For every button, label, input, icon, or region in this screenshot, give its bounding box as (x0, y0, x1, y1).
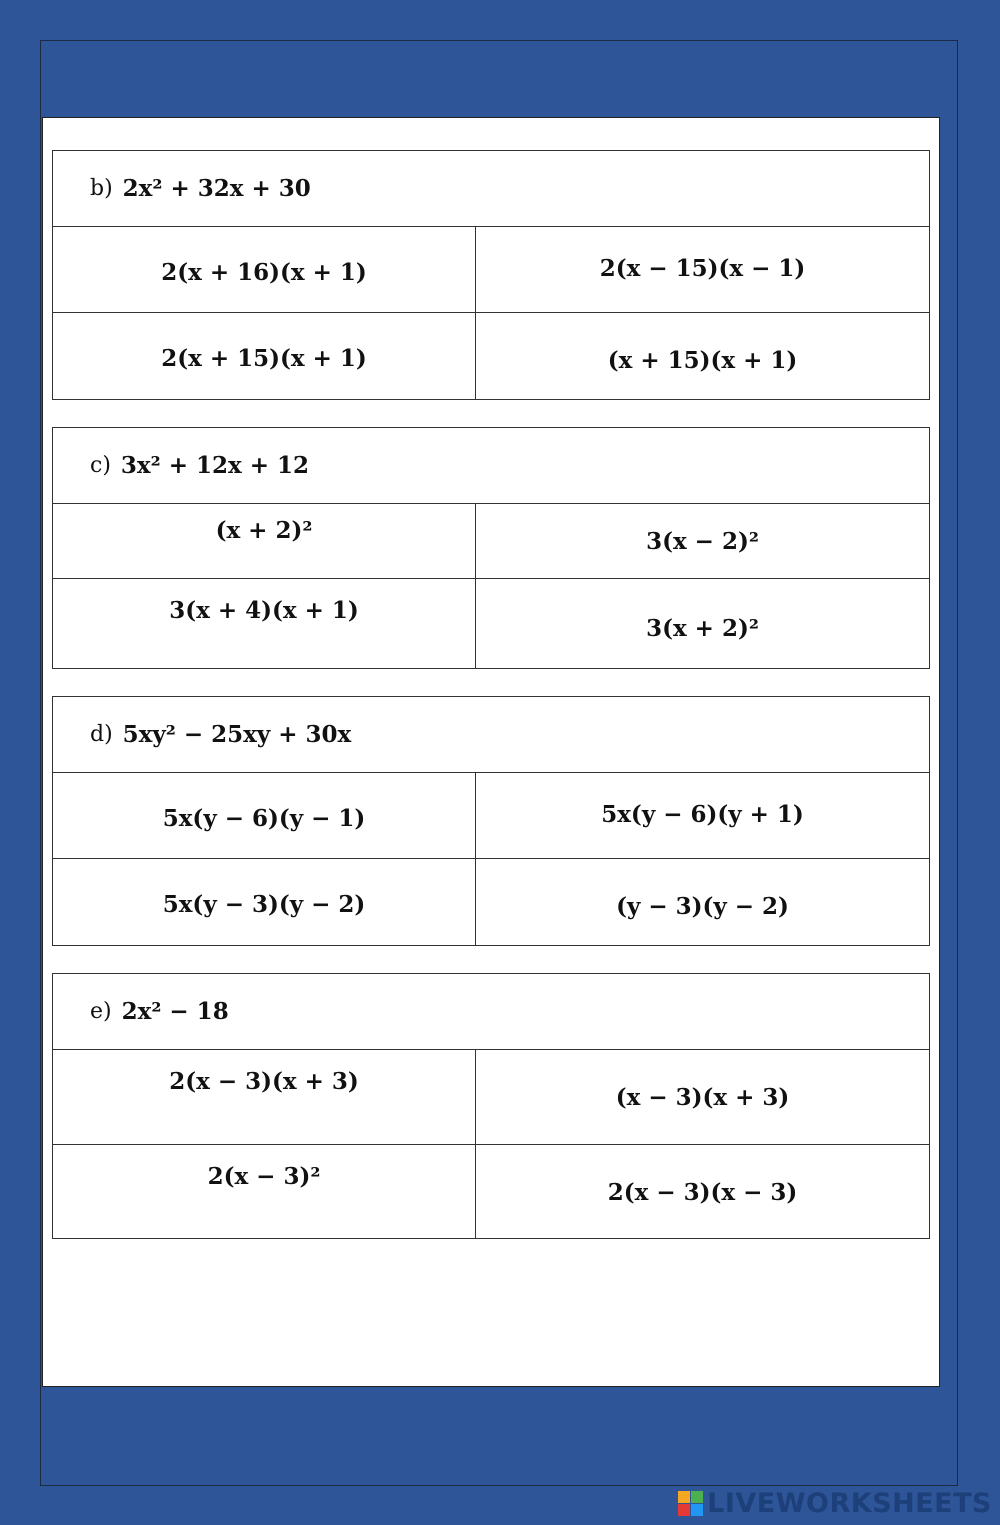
answer-option[interactable]: 5x(y − 6)(y − 1) (53, 773, 476, 858)
question-c (52, 427, 930, 669)
answer-option[interactable]: 2(x + 16)(x + 1) (53, 227, 476, 312)
question-label: b) (90, 176, 113, 201)
question-b (52, 150, 930, 400)
logo-block (691, 1504, 703, 1516)
question-header (53, 151, 929, 227)
answer-option[interactable]: 5x(y − 6)(y + 1) (601, 801, 804, 828)
liveworksheets-logo (678, 1485, 992, 1521)
logo-blocks-icon (678, 1491, 703, 1516)
logo-text: LIVEWORKSHEETS (707, 1487, 992, 1519)
question-header (53, 428, 929, 504)
question-expression: 2x² + 32x + 30 (122, 175, 311, 202)
question-label: c) (90, 453, 111, 478)
answer-option[interactable]: (x − 3)(x + 3) (615, 1084, 790, 1111)
question-d (52, 696, 930, 946)
answer-option[interactable]: 2(x + 15)(x + 1) (53, 313, 476, 399)
question-expression: 2x² − 18 (121, 998, 229, 1025)
answer-option[interactable]: 3(x + 2)² (646, 615, 759, 642)
logo-block (678, 1504, 690, 1516)
question-expression: 5xy² − 25xy + 30x (122, 721, 352, 748)
question-label: d) (90, 722, 113, 747)
answer-option[interactable]: 2(x − 3)² (53, 1145, 476, 1238)
answer-option[interactable]: (y − 3)(y − 2) (616, 893, 789, 920)
question-expression: 3x² + 12x + 12 (120, 452, 309, 479)
answer-option[interactable]: 3(x + 4)(x + 1) (53, 579, 476, 668)
answer-option[interactable]: 2(x − 15)(x − 1) (599, 255, 806, 282)
question-label: e) (90, 999, 112, 1024)
answer-option[interactable]: 2(x − 3)(x + 3) (53, 1050, 476, 1144)
answer-option[interactable]: 3(x − 2)² (646, 528, 759, 555)
question-e (52, 973, 930, 1239)
answer-option[interactable]: 2(x − 3)(x − 3) (607, 1179, 798, 1206)
answer-option[interactable]: (x + 2)² (53, 504, 476, 578)
answer-option[interactable]: (x + 15)(x + 1) (607, 347, 798, 374)
question-header (53, 974, 929, 1050)
logo-block (678, 1491, 690, 1503)
answer-option[interactable]: 5x(y − 3)(y − 2) (53, 859, 476, 945)
logo-block (691, 1491, 703, 1503)
question-header (53, 697, 929, 773)
